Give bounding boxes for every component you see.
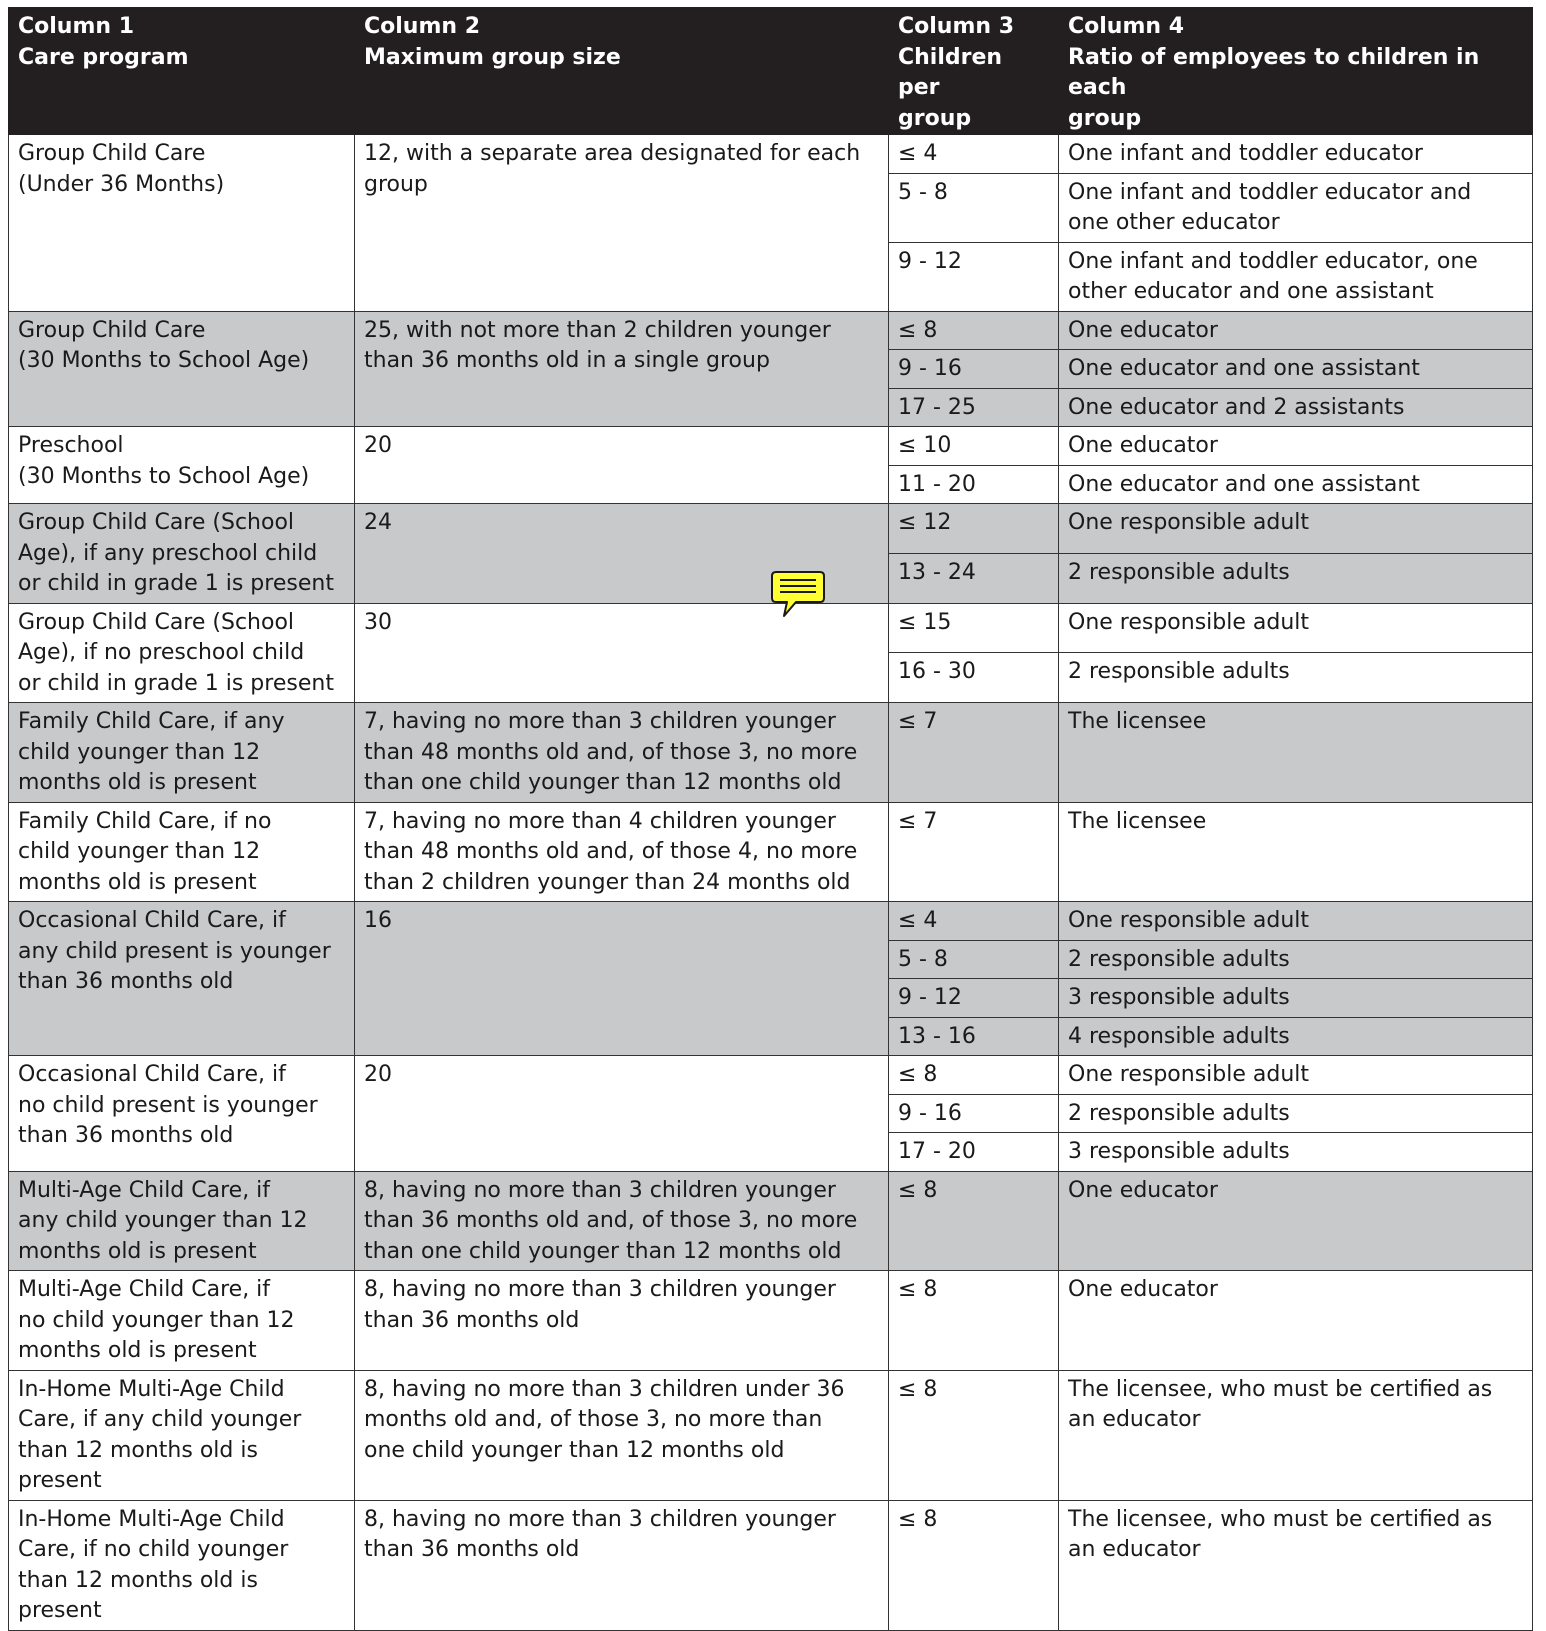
staff-ratio-line: 3 responsible adults	[1068, 1139, 1290, 1164]
header-column-4	[1059, 8, 1533, 135]
max-group-size-line: than one child younger than 12 months old	[364, 1238, 842, 1264]
table-body	[9, 135, 1533, 1631]
staff-ratio-cell	[1059, 802, 1533, 902]
max-group-size-line: 8, having no more than 3 children younger	[364, 1277, 836, 1302]
staff-ratio-cell	[1059, 902, 1533, 941]
children-per-group-cell: 17 - 20	[889, 1133, 1059, 1172]
max-group-size-line: 16	[364, 908, 392, 933]
header-column-4-title-line1: Ratio of employees to children in each	[1068, 44, 1480, 100]
care-program-line: any child younger than 12	[18, 1208, 308, 1233]
children-per-group-cell: 11 - 20	[889, 465, 1059, 504]
children-per-group-cell: ≤ 8	[889, 311, 1059, 350]
max-group-size-line: 25, with not more than 2 children younger	[364, 317, 831, 343]
children-per-group-cell: ≤ 10	[889, 427, 1059, 466]
max-group-size-line: 8, having no more than 3 children younger	[364, 1177, 836, 1203]
staff-ratio-line: One educator and one assistant	[1068, 471, 1420, 497]
staff-ratio-cell	[1059, 603, 1533, 653]
max-group-size-line: than 36 months old	[364, 1307, 580, 1333]
table-row	[9, 1271, 1533, 1371]
care-program-line: Group Child Care	[18, 317, 206, 343]
staff-ratio-cell	[1059, 703, 1533, 803]
children-per-group-cell: ≤ 8	[889, 1271, 1059, 1371]
care-program-line: months old is present	[18, 869, 257, 895]
max-group-size-line: 20	[364, 1062, 392, 1087]
care-program-line: or child in grade 1 is present	[18, 670, 334, 696]
staff-ratio-cell	[1059, 504, 1533, 554]
header-column-3	[889, 8, 1059, 135]
care-program-line: (30 Months to School Age)	[18, 463, 310, 489]
staff-ratio-line: 3 responsible adults	[1068, 985, 1290, 1010]
staff-ratio-cell	[1059, 1017, 1533, 1056]
table-row	[9, 1171, 1533, 1271]
children-per-group-cell: ≤ 12	[889, 504, 1059, 554]
max-group-size-line: than 48 months old and, of those 3, no more	[364, 739, 858, 765]
table-row	[9, 902, 1533, 941]
max-group-size-cell	[355, 427, 889, 504]
header-column-3-label: Column 3	[898, 14, 1015, 39]
care-program-line: Group Child Care (School	[18, 510, 295, 535]
care-program-cell	[9, 311, 355, 427]
max-group-size-line: 8, having no more than 3 children under 36	[364, 1376, 845, 1402]
staff-ratio-line: The licensee	[1068, 808, 1207, 834]
staff-ratio-cell	[1059, 940, 1533, 979]
care-program-line: months old is present	[18, 1238, 257, 1264]
staff-ratio-cell	[1059, 350, 1533, 389]
staff-ratio-cell	[1059, 242, 1533, 311]
staff-ratio-line: 2 responsible adults	[1068, 559, 1290, 585]
care-program-cell	[9, 1171, 355, 1271]
children-per-group-cell: 13 - 24	[889, 553, 1059, 603]
care-program-line: child younger than 12	[18, 739, 261, 765]
max-group-size-line: than 36 months old in a single group	[364, 348, 770, 373]
staff-ratio-line: One responsible adult	[1068, 609, 1310, 635]
header-column-4-title-line2: group	[1068, 105, 1142, 131]
header-column-3-title-line2: group	[898, 105, 972, 131]
max-group-size-line: group	[364, 171, 428, 197]
max-group-size-cell	[355, 135, 889, 312]
staff-ratio-cell	[1059, 427, 1533, 466]
staff-ratio-line: One responsible adult	[1068, 510, 1310, 535]
max-group-size-line: than 48 months old and, of those 4, no more	[364, 839, 858, 864]
children-per-group-cell: 5 - 8	[889, 940, 1059, 979]
staff-ratio-line: One educator and 2 assistants	[1068, 394, 1405, 420]
children-per-group-cell: 9 - 12	[889, 979, 1059, 1018]
table-row	[9, 1056, 1533, 1095]
max-group-size-cell	[355, 1056, 889, 1172]
staff-ratio-line: The licensee, who must be certified as	[1068, 1506, 1493, 1532]
children-per-group-cell: ≤ 15	[889, 603, 1059, 653]
staff-ratio-line: 2 responsible adults	[1068, 1100, 1290, 1126]
care-program-line: In-Home Multi-Age Child	[18, 1506, 285, 1532]
table-row	[9, 427, 1533, 466]
max-group-size-line: than 2 children younger than 24 months old	[364, 869, 851, 895]
staff-ratio-cell	[1059, 311, 1533, 350]
staff-ratio-cell	[1059, 1370, 1533, 1500]
staff-ratio-line: One educator and one assistant	[1068, 356, 1420, 381]
staff-ratio-line: one other educator	[1068, 210, 1280, 235]
staff-ratio-line: The licensee, who must be certified as	[1068, 1376, 1493, 1402]
children-per-group-cell: ≤ 7	[889, 703, 1059, 803]
staff-ratio-cell	[1059, 465, 1533, 504]
max-group-size-cell	[355, 1171, 889, 1271]
children-per-group-cell: ≤ 8	[889, 1171, 1059, 1271]
care-program-cell	[9, 902, 355, 1056]
care-program-line: Group Child Care	[18, 141, 206, 166]
care-program-line: (30 Months to School Age)	[18, 348, 310, 373]
max-group-size-line: 12, with a separate area designated for each	[364, 141, 861, 166]
max-group-size-cell	[355, 703, 889, 803]
table-row	[9, 1370, 1533, 1500]
table-row	[9, 504, 1533, 554]
care-program-line: present	[18, 1598, 102, 1623]
staff-ratio-cell	[1059, 1171, 1533, 1271]
care-program-line: than 12 months old is	[18, 1437, 258, 1463]
care-program-line: Age), if any preschool child	[18, 540, 318, 566]
care-program-line: Occasional Child Care, if	[18, 908, 286, 933]
children-per-group-cell: 5 - 8	[889, 173, 1059, 242]
children-per-group-cell: ≤ 4	[889, 902, 1059, 941]
max-group-size-line: 24	[364, 510, 392, 535]
staff-ratio-line: an educator	[1068, 1407, 1201, 1432]
table-row	[9, 311, 1533, 350]
care-program-cell	[9, 603, 355, 703]
staff-ratio-line: One responsible adult	[1068, 1062, 1310, 1087]
max-group-size-line: 20	[364, 433, 392, 458]
staff-ratio-cell	[1059, 553, 1533, 603]
staff-ratio-line: 2 responsible adults	[1068, 946, 1290, 972]
staff-ratio-line: One educator	[1068, 1177, 1218, 1203]
children-per-group-cell: 16 - 30	[889, 653, 1059, 703]
care-program-line: Age), if no preschool child	[18, 640, 305, 665]
care-program-line: months old is present	[18, 1338, 257, 1363]
table-row	[9, 135, 1533, 174]
care-program-line: Occasional Child Care, if	[18, 1062, 286, 1087]
max-group-size-line: 8, having no more than 3 children younger	[364, 1506, 836, 1532]
max-group-size-line: 30	[364, 609, 392, 635]
children-per-group-cell: ≤ 8	[889, 1500, 1059, 1630]
max-group-size-line: than 36 months old	[364, 1537, 580, 1562]
staff-ratio-cell	[1059, 1094, 1533, 1133]
care-program-line: than 12 months old is	[18, 1567, 258, 1593]
staff-ratio-cell	[1059, 1133, 1533, 1172]
staff-ratio-line: One educator	[1068, 317, 1218, 343]
staff-ratio-line: One educator	[1068, 433, 1218, 458]
max-group-size-line: months old and, of those 3, no more than	[364, 1407, 823, 1432]
care-program-line: Group Child Care (School	[18, 609, 295, 635]
staff-ratio-line: One infant and toddler educator and	[1068, 179, 1472, 205]
staff-ratio-line: other educator and one assistant	[1068, 279, 1434, 304]
max-group-size-cell	[355, 802, 889, 902]
staff-ratio-line: 2 responsible adults	[1068, 659, 1290, 685]
staff-ratio-cell	[1059, 135, 1533, 174]
care-program-cell	[9, 1500, 355, 1630]
care-program-line: Care, if no child younger	[18, 1537, 289, 1562]
max-group-size-cell	[355, 902, 889, 1056]
header-column-3-title-line1: Children per	[898, 44, 1003, 100]
header-column-2-title: Maximum group size	[364, 44, 621, 70]
max-group-size-line: than 36 months old and, of those 3, no more	[364, 1208, 858, 1233]
care-program-cell	[9, 802, 355, 902]
care-program-cell	[9, 504, 355, 604]
header-column-2-label: Column 2	[364, 14, 481, 39]
table-row	[9, 703, 1533, 803]
care-program-line: than 36 months old	[18, 1123, 234, 1148]
staff-ratio-cell	[1059, 1500, 1533, 1630]
staff-ratio-line: One infant and toddler educator, one	[1068, 248, 1478, 274]
max-group-size-cell	[355, 311, 889, 427]
children-per-group-cell: 17 - 25	[889, 388, 1059, 427]
table-row	[9, 1500, 1533, 1630]
staff-ratio-cell	[1059, 1271, 1533, 1371]
care-program-cell	[9, 1370, 355, 1500]
care-program-line: Family Child Care, if any	[18, 709, 285, 734]
care-program-line: Multi-Age Child Care, if	[18, 1177, 271, 1203]
care-program-line: Care, if any child younger	[18, 1407, 302, 1432]
children-per-group-cell: ≤ 4	[889, 135, 1059, 174]
care-program-line: months old is present	[18, 770, 257, 795]
staff-ratio-line: The licensee	[1068, 709, 1207, 734]
care-program-line: any child present is younger	[18, 938, 331, 964]
staff-ratio-cell	[1059, 979, 1533, 1018]
max-group-size-line: one child younger than 12 months old	[364, 1437, 785, 1463]
care-program-line: (Under 36 Months)	[18, 171, 225, 197]
children-per-group-cell: 9 - 16	[889, 350, 1059, 389]
staff-ratio-cell	[1059, 388, 1533, 427]
max-group-size-cell	[355, 1370, 889, 1500]
care-program-cell	[9, 1271, 355, 1371]
children-per-group-cell: ≤ 8	[889, 1370, 1059, 1500]
children-per-group-cell: 9 - 12	[889, 242, 1059, 311]
table-header	[9, 8, 1533, 135]
max-group-size-line: than one child younger than 12 months old	[364, 770, 842, 795]
staffing-ratio-table-wrapper	[8, 7, 1532, 1631]
staff-ratio-cell	[1059, 653, 1533, 703]
staff-ratio-line: an educator	[1068, 1537, 1201, 1562]
care-program-line: child younger than 12	[18, 839, 261, 864]
care-program-line: Preschool	[18, 433, 124, 458]
care-program-line: or child in grade 1 is present	[18, 571, 334, 596]
staff-ratio-line: One educator	[1068, 1277, 1218, 1302]
care-program-line: Multi-Age Child Care, if	[18, 1277, 271, 1302]
comment-note-icon[interactable]	[770, 570, 826, 620]
care-program-line: no child younger than 12	[18, 1307, 295, 1333]
max-group-size-cell	[355, 1500, 889, 1630]
children-per-group-cell: 9 - 16	[889, 1094, 1059, 1133]
max-group-size-line: 7, having no more than 3 children younger	[364, 709, 836, 734]
children-per-group-cell: ≤ 7	[889, 802, 1059, 902]
staff-ratio-line: One responsible adult	[1068, 908, 1310, 933]
children-per-group-cell: ≤ 8	[889, 1056, 1059, 1095]
care-program-cell	[9, 427, 355, 504]
care-program-line: than 36 months old	[18, 969, 234, 994]
staff-ratio-cell	[1059, 1056, 1533, 1095]
staff-ratio-line: 4 responsible adults	[1068, 1023, 1290, 1049]
care-program-line: Family Child Care, if no	[18, 808, 272, 834]
staff-ratio-cell	[1059, 173, 1533, 242]
header-column-1-title: Care program	[18, 44, 189, 70]
staffing-ratio-table	[8, 7, 1533, 1631]
care-program-line: In-Home Multi-Age Child	[18, 1376, 285, 1402]
children-per-group-cell: 13 - 16	[889, 1017, 1059, 1056]
header-column-1	[9, 8, 355, 135]
header-column-2	[355, 8, 889, 135]
max-group-size-cell	[355, 1271, 889, 1371]
care-program-cell	[9, 703, 355, 803]
care-program-cell	[9, 1056, 355, 1172]
header-row	[9, 8, 1533, 135]
care-program-line: no child present is younger	[18, 1092, 318, 1118]
header-column-1-label: Column 1	[18, 14, 135, 39]
care-program-line: present	[18, 1468, 102, 1493]
max-group-size-line: 7, having no more than 4 children younger	[364, 808, 836, 834]
table-row	[9, 802, 1533, 902]
header-column-4-label: Column 4	[1068, 14, 1185, 39]
staff-ratio-line: One infant and toddler educator	[1068, 141, 1423, 166]
care-program-cell	[9, 135, 355, 312]
